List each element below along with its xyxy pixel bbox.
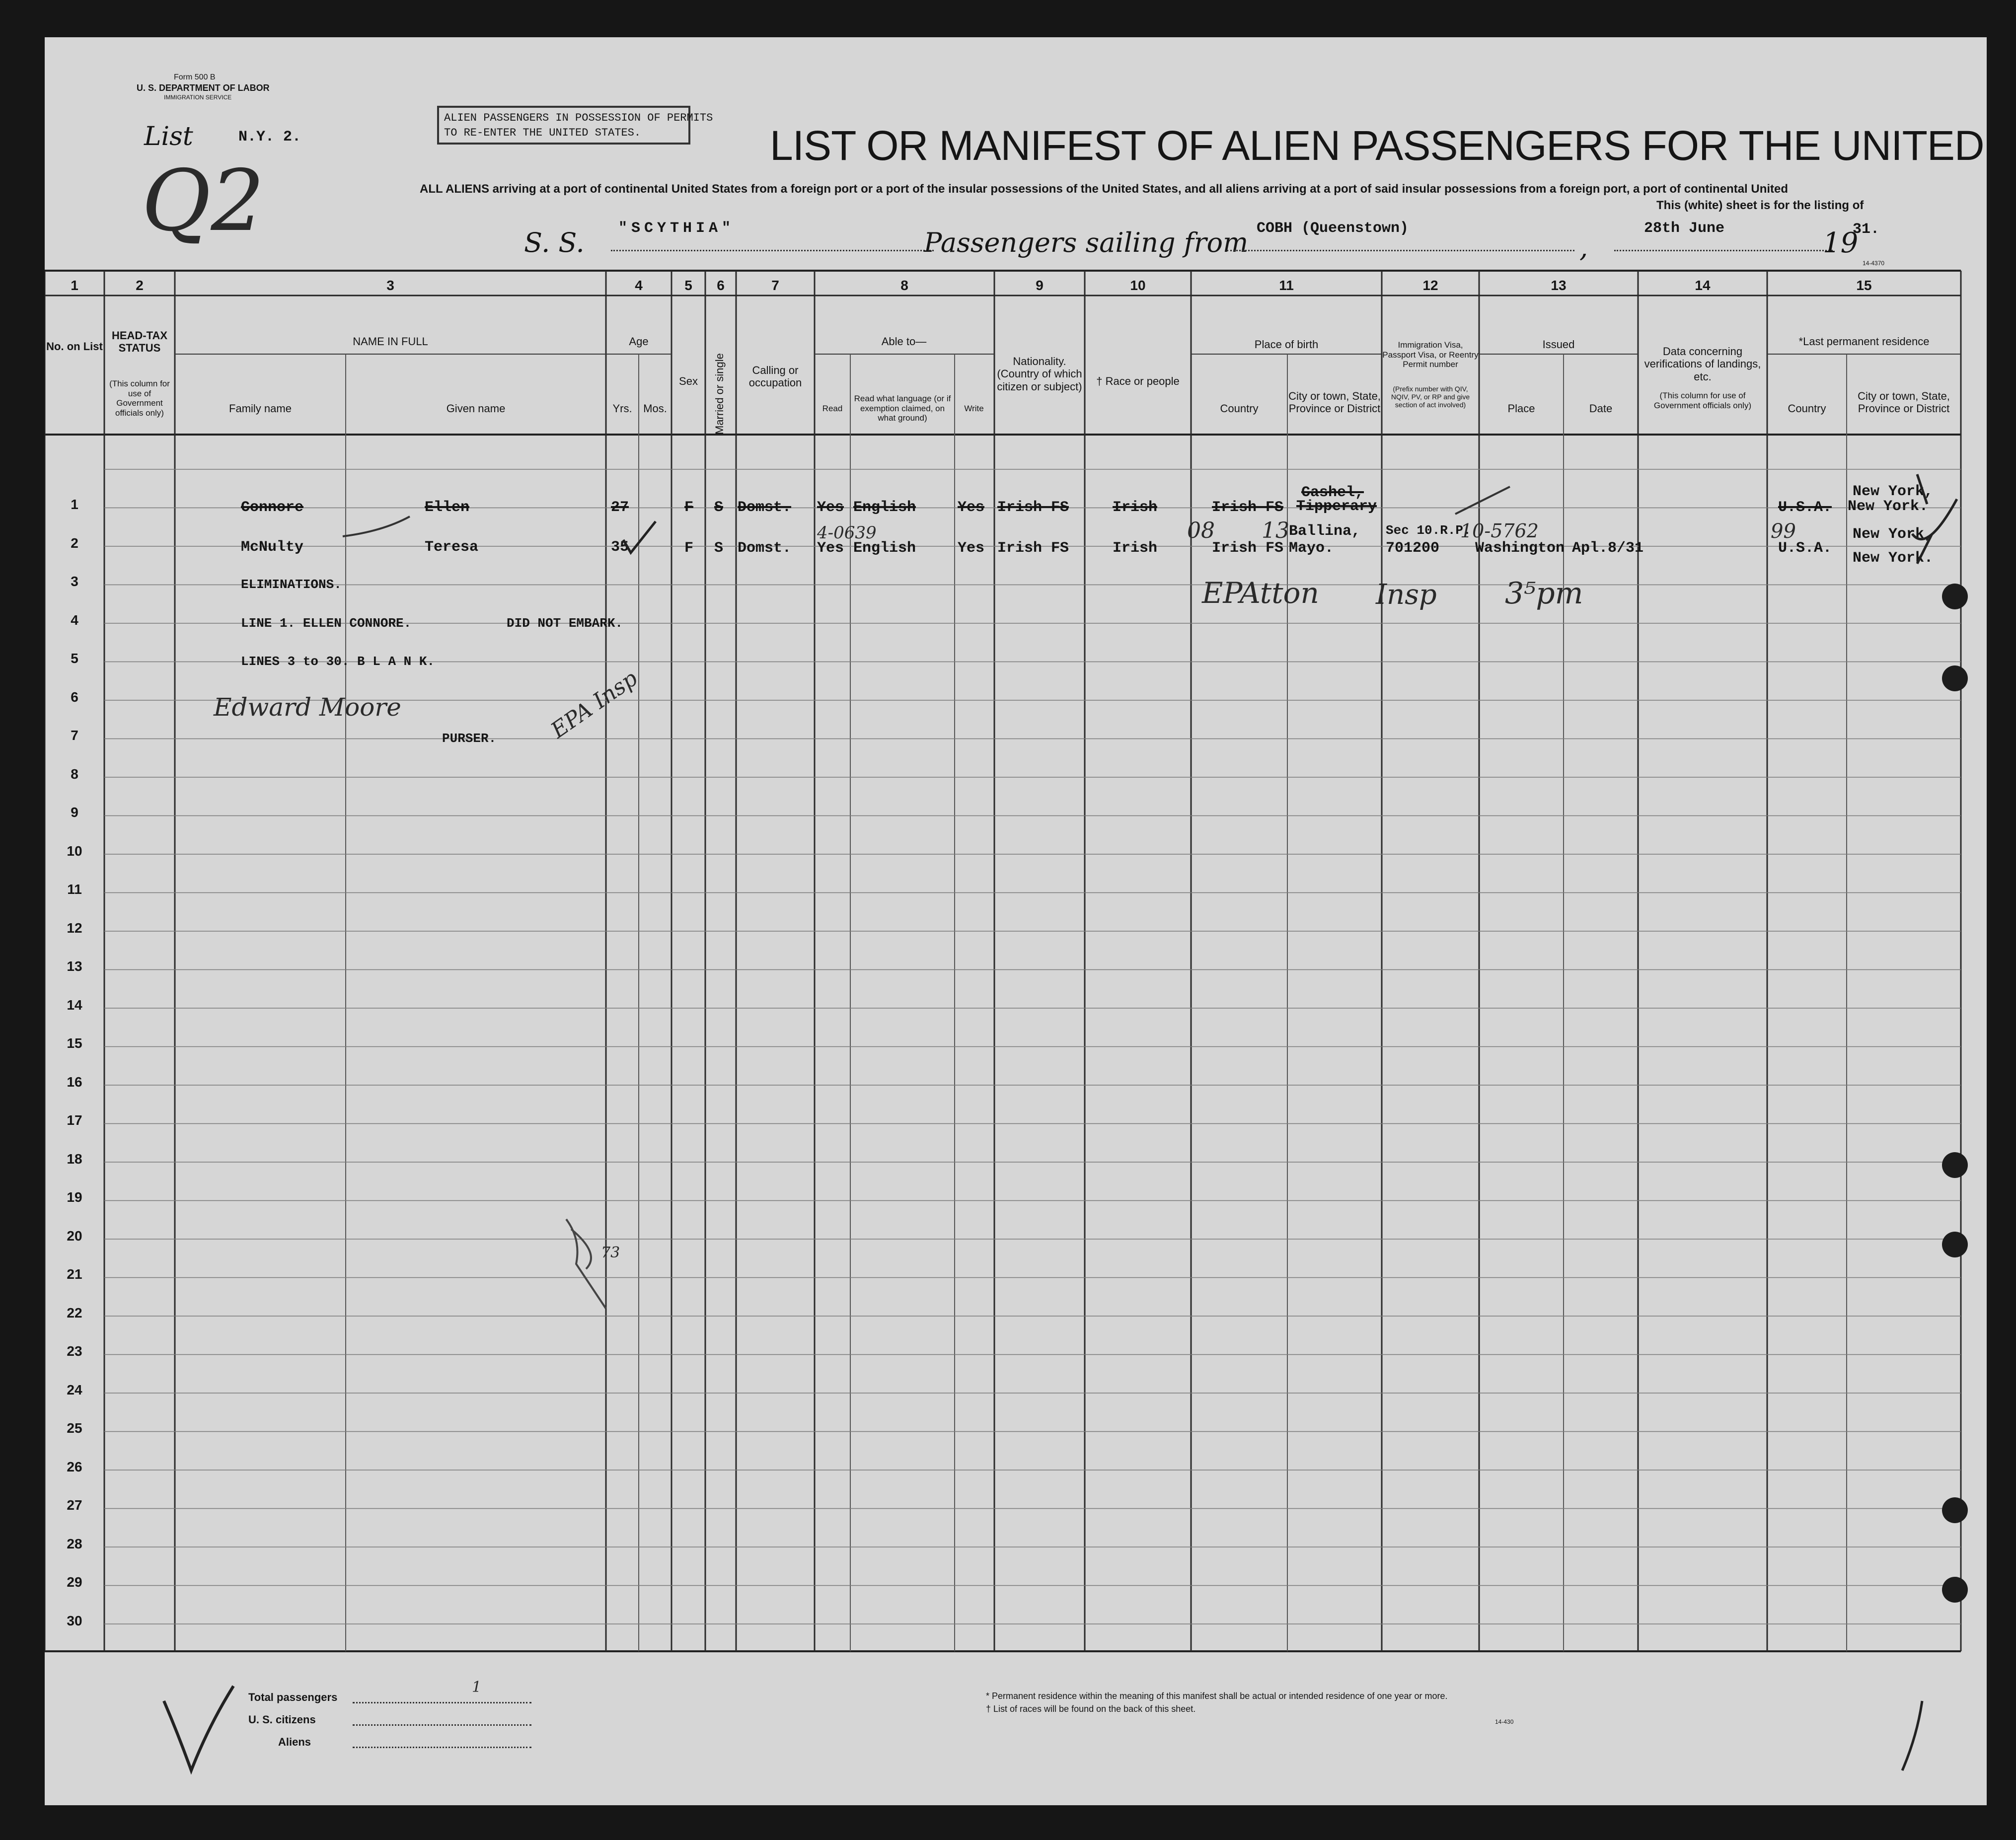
- row-number: 19: [67, 1189, 82, 1205]
- comma: ,: [1579, 232, 1588, 263]
- row-number: 18: [67, 1151, 82, 1167]
- binder-hole: [1942, 1152, 1968, 1178]
- header-data-verif: Data concerning verifications of landings, etc.: [1644, 345, 1761, 383]
- footer-note-races: † List of races will be found on the back of this sheet.: [986, 1704, 1196, 1714]
- header-married: Married or single: [713, 353, 726, 435]
- elimination-line-1b: DID NOT EMBARK.: [507, 616, 623, 631]
- issued-date: Apl.8/31: [1572, 540, 1644, 557]
- row-number: 20: [67, 1228, 82, 1244]
- marital-status: S: [714, 540, 724, 557]
- check-mark: [1912, 474, 1957, 564]
- row-number: 8: [71, 766, 78, 782]
- footer-total-passengers: Total passengers: [248, 1691, 338, 1703]
- row-number: 29: [67, 1574, 82, 1590]
- hw-purser-signature: Edward Moore: [214, 693, 401, 722]
- can-write: Yes: [958, 499, 985, 516]
- birth-city-2: Tipperary: [1296, 498, 1377, 515]
- header-head-tax: HEAD-TAX STATUS: [111, 329, 168, 355]
- row-number: 1: [71, 497, 78, 512]
- check-mark: [1455, 487, 1510, 514]
- binder-hole: [1942, 665, 1968, 691]
- column-number: 2: [136, 278, 144, 293]
- row-number: 25: [67, 1420, 82, 1436]
- column-number: 4: [635, 278, 643, 293]
- can-read: Yes: [817, 540, 844, 557]
- row-number: 24: [67, 1382, 82, 1398]
- visa-section: Sec 10.R.P.: [1386, 523, 1471, 538]
- row-number: 9: [71, 805, 78, 820]
- residence-city-1: New York,: [1853, 483, 1934, 500]
- can-read: Yes: [817, 499, 844, 516]
- year-prefix: 19: [1823, 227, 1859, 259]
- hw-visa-note: 10-5762: [1460, 520, 1539, 542]
- birth-country: Irish FS: [1212, 540, 1284, 557]
- header-years: Yrs.: [612, 402, 632, 415]
- hw-total-count: 1: [472, 1679, 482, 1696]
- form-number: Form 500 B: [174, 73, 216, 81]
- purser-label: PURSER.: [442, 731, 497, 746]
- header-birth-country: Country: [1220, 402, 1259, 415]
- header-res-city: City or town, State, Province or District: [1858, 390, 1950, 415]
- header-res-country: Country: [1788, 402, 1826, 415]
- hw-inspector-insp: Insp: [1376, 579, 1437, 611]
- marital-status: S: [714, 499, 724, 516]
- issued-place: Washington: [1475, 540, 1565, 557]
- column-number: 12: [1422, 278, 1438, 293]
- header-able-to: Able to—: [881, 335, 927, 348]
- sailing-port: COBH (Queenstown): [1257, 220, 1409, 237]
- check-mark: [623, 521, 656, 553]
- family-name: Connore: [241, 499, 304, 516]
- family-name: McNulty: [241, 539, 304, 556]
- header-read-language: Read what language (or if exemption claimed, on what ground): [854, 394, 951, 423]
- visa-number: 701200: [1386, 540, 1440, 557]
- nationality: Irish FS: [997, 499, 1069, 516]
- residence-city-2: New York.: [1848, 498, 1929, 515]
- binder-hole: [1942, 1577, 1968, 1603]
- residence-city-1: New York,: [1853, 526, 1934, 543]
- race: Irish: [1113, 499, 1158, 516]
- check-mark: [164, 1686, 233, 1770]
- header-nationality: Nationality. (Country of which citizen or subject): [997, 355, 1082, 393]
- list-label: List: [144, 122, 193, 151]
- birth-city-2: Mayo.: [1289, 540, 1334, 557]
- row-number: 17: [67, 1112, 82, 1128]
- column-number: 11: [1279, 278, 1294, 293]
- row-number: 13: [67, 958, 82, 974]
- form-code: 14-4370: [1863, 260, 1885, 267]
- hw-birth-note: 08: [1187, 518, 1215, 543]
- department-name: U. S. DEPARTMENT OF LABOR: [137, 83, 270, 93]
- column-number: 5: [684, 278, 692, 293]
- column-number: 6: [717, 278, 725, 293]
- footer-note-residence: * Permanent residence within the meaning of this manifest shall be actual or intended residence of one year or more.: [986, 1691, 1448, 1701]
- residence-country: U.S.A.: [1778, 540, 1832, 557]
- row-number: 22: [67, 1305, 82, 1321]
- ss-label: S. S.: [524, 227, 585, 258]
- aliens-rule: [353, 1747, 531, 1748]
- header-place-of-birth: Place of birth: [1254, 338, 1319, 351]
- header-calling: Calling or occupation: [748, 364, 802, 389]
- service-name: IMMIGRATION SERVICE: [164, 94, 232, 101]
- header-months: Mos.: [643, 402, 667, 415]
- sex: F: [684, 540, 694, 557]
- row-number: 16: [67, 1074, 82, 1090]
- column-number: 9: [1036, 278, 1044, 293]
- row-number: 15: [67, 1035, 82, 1051]
- column-number: 14: [1695, 278, 1711, 293]
- row-number: 5: [71, 651, 78, 666]
- binder-hole: [1942, 1497, 1968, 1523]
- row-number: 12: [67, 920, 82, 936]
- us-citizens-rule: [353, 1724, 531, 1726]
- header-race: † Race or people: [1096, 375, 1180, 387]
- header-last-residence: *Last permanent residence: [1798, 335, 1930, 348]
- header-write: Write: [964, 404, 984, 413]
- residence-country: U.S.A.: [1778, 499, 1832, 516]
- row-number: 6: [71, 689, 78, 705]
- header-issued: Issued: [1542, 338, 1575, 351]
- column-number: 7: [771, 278, 779, 293]
- header-no-on-list: No. on List: [46, 340, 103, 353]
- row-number: 27: [67, 1497, 82, 1513]
- total-passengers-rule: [353, 1702, 531, 1703]
- scribble-mark: [566, 1219, 606, 1309]
- sailing-date: 28th June: [1644, 220, 1725, 237]
- header-age: Age: [629, 335, 649, 348]
- manifest-subtitle-2: This (white) sheet is for the listing of: [1656, 199, 1864, 212]
- birth-city-1: Cashel,: [1301, 484, 1364, 501]
- row-number: 14: [67, 997, 82, 1013]
- occupation: Domst.: [738, 499, 792, 516]
- list-handwritten: Q2: [142, 152, 265, 250]
- nationality: Irish FS: [997, 540, 1069, 557]
- row-number: 23: [67, 1343, 82, 1359]
- row-number: 4: [71, 612, 78, 628]
- birth-city-1: Ballina,: [1289, 523, 1361, 540]
- stamp-line-2: TO RE-ENTER THE UNITED STATES.: [444, 127, 641, 139]
- column-number: 3: [386, 278, 394, 293]
- hw-signature-initials: EPA Insp: [546, 665, 643, 743]
- binder-hole: [1942, 584, 1968, 609]
- hw-row20-note: 73: [601, 1244, 620, 1261]
- column-number: 1: [71, 278, 78, 293]
- list-value: N.Y. 2.: [238, 129, 301, 146]
- header-issued-date: Date: [1589, 402, 1613, 415]
- check-mark: [1902, 1701, 1922, 1770]
- race: Irish: [1113, 540, 1158, 557]
- read-language: English: [853, 499, 916, 516]
- read-language: English: [853, 540, 916, 557]
- ship-name: "SCYTHIA": [618, 220, 735, 237]
- manifest-subtitle-1: ALL ALIENS arriving at a port of continental United States from a foreign port or a port of the insular possessions of the United States, and all aliens arriving at a port of said insular possessions from a foreign port, a port of continental United: [420, 182, 1789, 196]
- header-issued-place: Place: [1507, 402, 1535, 415]
- sex: F: [684, 499, 694, 516]
- stamp-line-1: ALIEN PASSENGERS IN POSSESSION OF PERMITS: [444, 112, 713, 124]
- residence-city-2: New York.: [1853, 550, 1934, 567]
- elimination-line-2: LINES 3 to 30. B L A N K.: [241, 654, 435, 669]
- column-number: 10: [1130, 278, 1146, 293]
- header-data-verif-note: (This column for use of Government officials only): [1653, 391, 1752, 410]
- manifest-sheet: [45, 37, 1987, 1805]
- header-name-in-full: NAME IN FULL: [353, 335, 428, 348]
- column-number: 8: [900, 278, 908, 293]
- row-number: 2: [71, 535, 78, 551]
- header-head-tax-note: (This column for use of Government officials only): [109, 379, 170, 418]
- can-write: Yes: [958, 540, 985, 557]
- column-number: 15: [1856, 278, 1872, 293]
- given-name: Ellen: [425, 499, 470, 516]
- row-number: 28: [67, 1536, 82, 1551]
- row-number: 3: [71, 574, 78, 589]
- manifest-title: LIST OR MANIFEST OF ALIEN PASSENGERS FOR THE UNITED: [770, 122, 1984, 169]
- row-number: 30: [67, 1613, 82, 1628]
- header-visa: Immigration Visa, Passport Visa, or Reentry Permit number: [1382, 340, 1479, 369]
- footer-us-citizens: U. S. citizens: [248, 1713, 316, 1726]
- elimination-line-1a: LINE 1. ELLEN CONNORE.: [241, 616, 412, 631]
- header-birth-city: City or town, State, Province or District: [1288, 390, 1381, 415]
- header-given-name: Given name: [446, 402, 506, 415]
- hw-birth-note-2: 13: [1262, 518, 1289, 543]
- row-number: 11: [67, 882, 82, 897]
- hw-residence-note: 99: [1771, 520, 1796, 543]
- header-family-name: Family name: [229, 402, 292, 415]
- age-years: 27: [611, 499, 629, 516]
- sailing-label: Passengers sailing from: [924, 227, 1249, 258]
- birth-country: Irish FS: [1212, 499, 1284, 516]
- header-visa-note: (Prefix number with QIV, NQIV, PV, or RP and give section of act involved): [1391, 385, 1470, 409]
- year-suffix: 31.: [1853, 221, 1880, 238]
- row-number: 7: [71, 728, 78, 743]
- hw-inspection-time: 3⁵pm: [1505, 576, 1583, 611]
- hand-marks: [45, 37, 1987, 1805]
- header-read: Read: [822, 404, 843, 413]
- hw-language-note: 4-0639: [817, 523, 877, 543]
- occupation: Domst.: [738, 540, 792, 557]
- column-number: 13: [1551, 278, 1567, 293]
- row-number: 10: [67, 843, 82, 859]
- footer-aliens: Aliens: [278, 1736, 311, 1748]
- header-sex: Sex: [679, 375, 698, 387]
- hw-inspector-signature: EPAtton: [1202, 576, 1319, 610]
- footer-code: 14-430: [1495, 1718, 1514, 1725]
- age-years: 35: [611, 539, 629, 556]
- check-mark: [343, 516, 410, 536]
- row-number: 26: [67, 1459, 82, 1474]
- row-number: 21: [67, 1266, 82, 1282]
- given-name: Teresa: [425, 539, 479, 556]
- eliminations-title: ELIMINATIONS.: [241, 577, 342, 592]
- binder-hole: [1942, 1232, 1968, 1257]
